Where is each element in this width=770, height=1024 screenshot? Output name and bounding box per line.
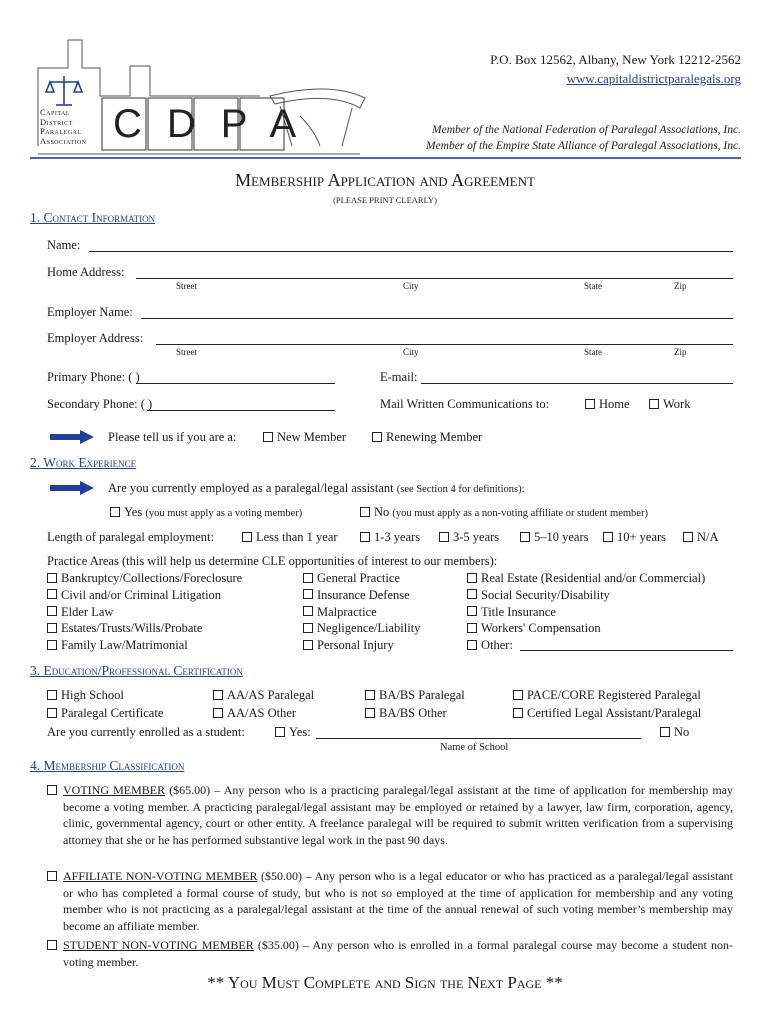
- length-label: N/A: [697, 530, 719, 544]
- practice-label: Negligence/Liability: [317, 621, 421, 636]
- form-title: Membership Application and Agreement: [235, 170, 535, 190]
- new-member-checkbox[interactable]: [263, 432, 273, 442]
- home-street-caption: Street: [176, 281, 197, 291]
- length-checkbox[interactable]: [520, 532, 530, 542]
- org-website-link[interactable]: www.capitaldistrictparalegals.org: [566, 71, 741, 86]
- practice-option[interactable]: [467, 570, 705, 587]
- edu-checkbox[interactable]: [213, 708, 223, 718]
- employer-zip-caption: Zip: [674, 347, 687, 357]
- cdpa-logo: [30, 36, 380, 161]
- edu-option-high-school[interactable]: [47, 688, 124, 703]
- student-yes-checkbox[interactable]: [275, 727, 285, 737]
- employed-no-checkbox[interactable]: [360, 507, 370, 517]
- edu-label: AA/AS Other: [227, 706, 297, 720]
- header-rule: [30, 157, 741, 159]
- practice-option[interactable]: [467, 637, 705, 654]
- student-yes-option[interactable]: [275, 725, 311, 740]
- section-3-heading: 3. Education/Professional Certification: [30, 663, 243, 678]
- practice-option[interactable]: [47, 587, 242, 604]
- primary-phone-field[interactable]: [136, 383, 335, 384]
- logo-name-line: Paralegal: [40, 126, 82, 136]
- practice-checkbox[interactable]: [467, 640, 477, 650]
- employer-address-label: Employer Address:: [47, 331, 144, 345]
- edu-option-paralegal-cert[interactable]: [47, 706, 163, 721]
- practice-label: Malpractice: [317, 604, 377, 619]
- practice-label: General Practice: [317, 571, 400, 585]
- length-option-3-5[interactable]: [439, 530, 499, 545]
- length-option-10-plus[interactable]: [603, 530, 666, 545]
- edu-label: Certified Legal Assistant/Paralegal: [527, 706, 702, 720]
- logo-name-line: Association: [40, 135, 87, 146]
- length-label: Less than 1 year: [256, 530, 338, 544]
- practice-label: Personal Injury: [317, 638, 394, 653]
- logo-name-line: District: [40, 116, 73, 127]
- practice-checkbox[interactable]: [467, 623, 477, 633]
- practice-option[interactable]: [303, 620, 420, 637]
- renewing-member-label: Renewing Member: [386, 430, 483, 444]
- practice-checkbox[interactable]: [467, 573, 477, 583]
- practice-option[interactable]: [303, 637, 420, 654]
- secondary-phone-label: Secondary Phone: ( ): [47, 397, 153, 411]
- length-option-na[interactable]: [683, 530, 719, 545]
- employer-state-caption: State: [584, 347, 602, 357]
- practice-checkbox[interactable]: [467, 606, 477, 616]
- name-field[interactable]: [89, 251, 733, 252]
- length-label: 10+ years: [617, 530, 667, 544]
- practice-checkbox[interactable]: [303, 640, 313, 650]
- email-field[interactable]: [421, 383, 733, 384]
- practice-checkbox[interactable]: [47, 589, 57, 599]
- employed-no-label: No: [374, 505, 390, 519]
- length-checkbox[interactable]: [603, 532, 613, 542]
- edu-option-aa-other[interactable]: [213, 706, 296, 721]
- affiliate-member-checkbox[interactable]: [47, 871, 57, 881]
- form-subtitle: (PLEASE PRINT CLEARLY): [333, 195, 437, 205]
- mail-home-label: Home: [599, 397, 630, 411]
- arrow-icon: [50, 430, 94, 444]
- member-type-question: Please tell us if you are a:: [108, 430, 237, 444]
- affiliate-member-paragraph: [63, 868, 733, 934]
- length-label: 1-3 years: [374, 530, 421, 544]
- org-address: P.O. Box 12562, Albany, New York 12212-2562: [490, 52, 741, 67]
- renewing-member-option[interactable]: [372, 430, 482, 445]
- mail-home-option[interactable]: [585, 397, 630, 412]
- home-state-caption: State: [584, 281, 602, 291]
- practice-label: Real Estate (Residential and/or Commercial): [481, 571, 706, 585]
- employed-yes-label: Yes: [124, 505, 143, 519]
- student-no-checkbox[interactable]: [660, 727, 670, 737]
- practice-option[interactable]: [47, 570, 242, 587]
- employed-question-text: Are you currently employed as a paralegal/legal assistant: [108, 481, 394, 495]
- email-label: E-mail:: [380, 370, 418, 384]
- length-checkbox[interactable]: [439, 532, 449, 542]
- employed-yes-option[interactable]: [110, 505, 302, 520]
- practice-checkbox[interactable]: [467, 589, 477, 599]
- employed-question-note: (see Section 4 for definitions):: [396, 484, 525, 495]
- practice-checkbox[interactable]: [47, 640, 57, 650]
- practice-col-2: [303, 570, 420, 654]
- practice-label: Elder Law: [61, 604, 114, 619]
- practice-checkbox[interactable]: [47, 573, 57, 583]
- edu-option-aa-paralegal[interactable]: [213, 688, 314, 703]
- length-option-less-1[interactable]: [242, 530, 338, 545]
- employed-yes-checkbox[interactable]: [110, 507, 120, 517]
- home-zip-caption: Zip: [674, 281, 687, 291]
- employer-address-field[interactable]: [156, 344, 733, 345]
- practice-areas-label: Practice Areas (this will help us determine CLE opportunities of interest to our members):: [47, 554, 498, 568]
- employer-name-field[interactable]: [141, 318, 733, 319]
- edu-checkbox[interactable]: [47, 690, 57, 700]
- student-no-option[interactable]: [660, 725, 689, 740]
- voting-member-checkbox[interactable]: [47, 785, 57, 795]
- edu-label: Paralegal Certificate: [61, 706, 164, 720]
- student-member-checkbox[interactable]: [47, 940, 57, 950]
- employed-yes-note: (you must apply as a voting member): [145, 508, 303, 519]
- home-address-field[interactable]: [136, 278, 733, 279]
- next-page-notice: ** You Must Complete and Sign the Next Page **: [207, 973, 563, 992]
- student-no-label: No: [674, 725, 690, 739]
- practice-option[interactable]: [467, 620, 705, 637]
- affiliate-member-text: ($50.00) – Any person who is a legal educator or who has practiced as a paralegal/legal assistant or who has completed a formal course of study, but who is not so employed at the time of application for membership and any voting member who is not practicing as a paralegal/legal assistant at the time of the annual renewal of such voting member’s membership may become an affiliate member.: [63, 869, 733, 933]
- student-member-title: STUDENT NON-VOTING MEMBER: [63, 938, 254, 952]
- voting-member-text: ($65.00) – Any person who is a practicing paralegal/legal assistant at the time of application for membership may become a voting member. A practicing paralegal/legal assistant may be employed or retained by a lawyer, law firm, corporation, agency, clinic, governmental agency, court or other entity. A freelance paralegal will be required to submit written verification from a supervising attorney that she or he has performed substantive legal work in the past 90 days.: [63, 783, 733, 847]
- student-yes-label: Yes:: [289, 725, 311, 739]
- practice-checkbox[interactable]: [303, 606, 313, 616]
- edu-checkbox[interactable]: [513, 708, 523, 718]
- school-name-caption: Name of School: [440, 742, 509, 753]
- practice-label: Social Security/Disability: [481, 587, 610, 602]
- practice-option[interactable]: [47, 620, 242, 637]
- length-checkbox[interactable]: [242, 532, 252, 542]
- practice-label: Insurance Defense: [317, 587, 410, 602]
- voting-member-title: VOTING MEMBER: [63, 783, 166, 797]
- primary-phone-label: Primary Phone: ( ): [47, 370, 140, 384]
- student-member-text: ($35.00) – Any person who is enrolled in a formal paralegal course may become a student non-voting member.: [63, 938, 734, 969]
- practice-checkbox[interactable]: [303, 573, 313, 583]
- edu-option-cla[interactable]: [513, 706, 701, 721]
- length-option-5-10[interactable]: [520, 530, 589, 545]
- mail-work-checkbox[interactable]: [649, 399, 659, 409]
- practice-label: Estates/Trusts/Wills/Probate: [61, 621, 203, 636]
- mail-communications-label: Mail Written Communications to:: [380, 397, 550, 411]
- length-checkbox[interactable]: [683, 532, 693, 542]
- practice-option[interactable]: [303, 604, 420, 621]
- practice-checkbox[interactable]: [47, 623, 57, 633]
- edu-label: High School: [61, 688, 124, 702]
- practice-col-1: [47, 570, 242, 654]
- school-name-field[interactable]: [316, 738, 641, 739]
- membership-line-1: Member of the National Federation of Paralegal Associations, Inc.: [432, 124, 741, 136]
- practice-option[interactable]: [467, 604, 705, 621]
- length-option-1-3[interactable]: [360, 530, 420, 545]
- practice-label: Civil and/or Criminal Litigation: [61, 587, 222, 602]
- edu-checkbox[interactable]: [213, 690, 223, 700]
- practice-option[interactable]: [47, 604, 242, 621]
- edu-label: BA/BS Other: [379, 706, 447, 720]
- logo-letters-text: CDPA: [113, 102, 322, 146]
- length-label: 5–10 years: [534, 530, 589, 544]
- edu-option-ba-paralegal[interactable]: [365, 688, 465, 703]
- length-label: 3-5 years: [453, 530, 500, 544]
- mail-home-checkbox[interactable]: [585, 399, 595, 409]
- practice-col-3: [467, 570, 705, 654]
- length-checkbox[interactable]: [360, 532, 370, 542]
- edu-label: BA/BS Paralegal: [379, 688, 465, 702]
- employer-city-caption: City: [403, 347, 419, 357]
- student-member-paragraph: [63, 937, 733, 970]
- edu-checkbox[interactable]: [365, 708, 375, 718]
- logo-name-line: Capital: [40, 107, 71, 117]
- practice-option[interactable]: [47, 637, 242, 654]
- new-member-option[interactable]: [263, 430, 346, 445]
- edu-label: AA/AS Paralegal: [227, 688, 315, 702]
- practice-checkbox[interactable]: [303, 589, 313, 599]
- membership-line-2: Member of the Empire State Alliance of Paralegal Associations, Inc.: [425, 140, 741, 152]
- employed-question: [108, 481, 525, 496]
- home-address-label: Home Address:: [47, 265, 125, 279]
- practice-other-field[interactable]: [520, 650, 733, 651]
- practice-option[interactable]: [467, 587, 705, 604]
- voting-member-paragraph: [63, 782, 733, 848]
- employer-street-caption: Street: [176, 347, 197, 357]
- arrow-icon: [50, 481, 94, 495]
- length-employment-label: Length of paralegal employment:: [47, 530, 214, 544]
- logo-letters: [102, 98, 322, 150]
- practice-option[interactable]: [303, 587, 420, 604]
- edu-option-pace[interactable]: [513, 688, 701, 703]
- section-1-heading: 1. Contact Information: [30, 210, 156, 225]
- practice-option[interactable]: [303, 570, 420, 587]
- new-member-label: New Member: [277, 430, 347, 444]
- practice-label: Other:: [481, 638, 513, 653]
- mail-work-option[interactable]: [649, 397, 690, 412]
- section-2-heading: 2. Work Experience: [30, 455, 137, 470]
- practice-label: Workers' Compensation: [481, 621, 601, 636]
- home-city-caption: City: [403, 281, 419, 291]
- edu-checkbox[interactable]: [513, 690, 523, 700]
- edu-option-ba-other[interactable]: [365, 706, 447, 721]
- mail-work-label: Work: [663, 397, 691, 411]
- practice-checkbox[interactable]: [303, 623, 313, 633]
- practice-label: Bankruptcy/Collections/Foreclosure: [61, 571, 243, 585]
- edu-checkbox[interactable]: [365, 690, 375, 700]
- edu-label: PACE/CORE Registered Paralegal: [527, 688, 701, 702]
- logo-name: [40, 108, 87, 146]
- practice-label: Title Insurance: [481, 604, 556, 619]
- student-question: Are you currently enrolled as a student:: [47, 725, 245, 739]
- employed-no-option[interactable]: [360, 505, 648, 520]
- renewing-member-checkbox[interactable]: [372, 432, 382, 442]
- name-label: Name:: [47, 238, 81, 252]
- secondary-phone-field[interactable]: [147, 410, 335, 411]
- affiliate-member-title: AFFILIATE NON-VOTING MEMBER: [63, 869, 258, 883]
- employed-no-note: (you must apply as a non-voting affiliate or student member): [392, 508, 648, 519]
- section-4-heading: 4. Membership Classification: [30, 758, 185, 773]
- practice-checkbox[interactable]: [47, 606, 57, 616]
- employer-name-label: Employer Name:: [47, 305, 133, 319]
- practice-label: Family Law/Matrimonial: [61, 638, 188, 653]
- edu-checkbox[interactable]: [47, 708, 57, 718]
